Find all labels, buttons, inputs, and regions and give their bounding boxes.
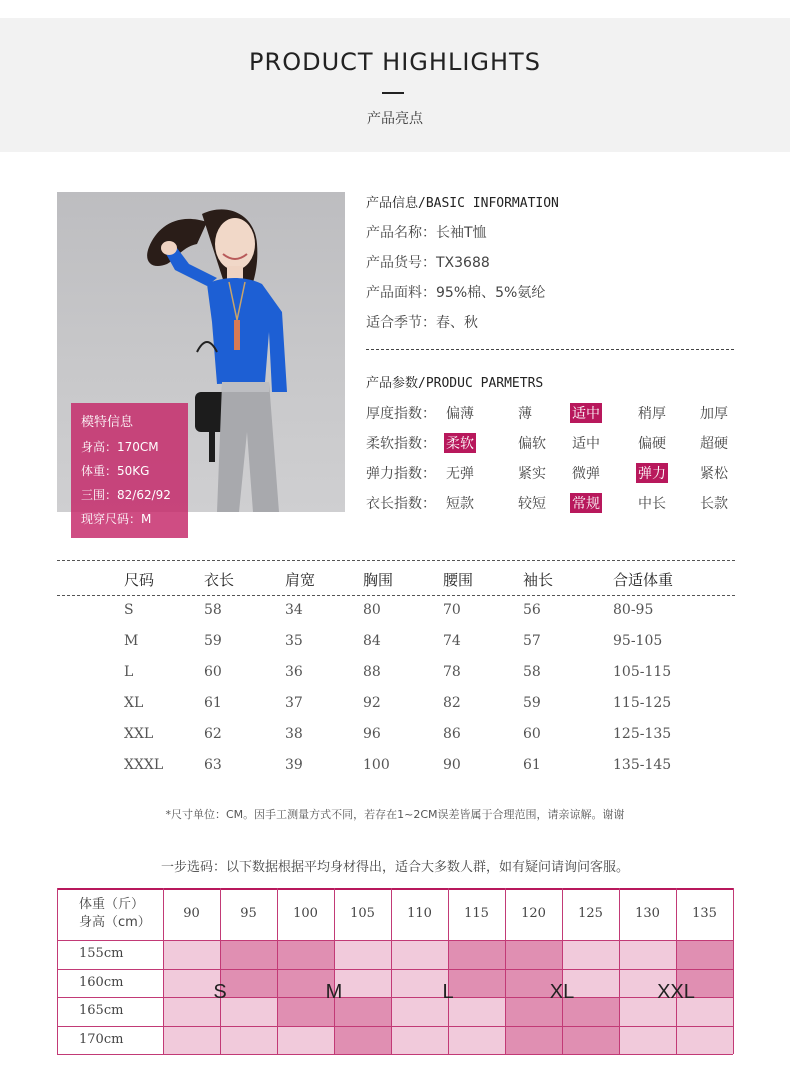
table-cell: 37 xyxy=(285,695,303,711)
param-label: 衣长指数： xyxy=(366,496,436,512)
table-cell: 95-105 xyxy=(613,633,663,649)
title-divider xyxy=(382,92,404,94)
param-option: 薄 xyxy=(518,406,532,422)
table-cell: 59 xyxy=(523,695,541,711)
param-option: 微弹 xyxy=(572,466,600,482)
param-row xyxy=(366,492,736,514)
table-cell: 39 xyxy=(285,757,303,773)
table-cell: 63 xyxy=(204,757,222,773)
model-measurements: 三围：82/62/92 xyxy=(81,488,171,502)
table-cell: 135-145 xyxy=(613,757,672,773)
param-option: 短款 xyxy=(446,496,474,512)
table-cell: 61 xyxy=(204,695,222,711)
grid-cell xyxy=(505,940,562,969)
grid-row-line xyxy=(57,1026,733,1027)
param-option: 偏薄 xyxy=(446,406,474,422)
param-option: 偏软 xyxy=(518,436,546,452)
param-option: 长款 xyxy=(700,496,728,512)
grid-cell xyxy=(334,940,391,969)
table-header-cell: 合适体重 xyxy=(613,571,674,589)
param-row xyxy=(366,462,736,484)
grid-weight-label: 115 xyxy=(464,906,489,921)
param-option: 适中 xyxy=(572,436,600,452)
size-guide-text: 一步选码：以下数据根据平均身材得出，适合大多数人群，如有疑问请询问客服。 xyxy=(160,860,629,875)
grid-corner-weight: 体重（斤） xyxy=(79,897,145,912)
table-cell: 84 xyxy=(363,633,381,649)
grid-cell xyxy=(220,1026,277,1055)
grid-row-line xyxy=(57,940,733,941)
table-cell: 82 xyxy=(443,695,461,711)
grid-cell xyxy=(163,1026,220,1055)
table-cell: 59 xyxy=(204,633,222,649)
params-heading: 产品参数/PRODUC PARMETRS xyxy=(366,376,544,391)
grid-height-label: 170cm xyxy=(79,1031,124,1047)
grid-weight-label: 130 xyxy=(635,906,660,921)
product-code: 产品货号：TX3688 xyxy=(366,255,490,271)
grid-size-label: M xyxy=(325,980,343,1003)
param-option-selected: 适中 xyxy=(570,403,602,423)
product-fabric: 产品面料：95%棉、5%氨纶 xyxy=(366,285,546,301)
model-size: 现穿尺码：M xyxy=(81,512,152,526)
grid-cell xyxy=(391,940,448,969)
table-cell: 60 xyxy=(523,726,541,742)
grid-height-label: 155cm xyxy=(79,946,124,961)
param-option-selected: 常规 xyxy=(570,493,602,513)
product-season: 适合季节：春、秋 xyxy=(366,315,478,331)
table-cell: 56 xyxy=(523,602,541,618)
page-subtitle: 产品亮点 xyxy=(367,111,423,127)
product-name: 产品名称：长袖T恤 xyxy=(366,225,487,241)
grid-height-label: 165cm xyxy=(79,1003,124,1018)
table-header-cell: 衣长 xyxy=(204,571,235,589)
grid-size-label: XXL xyxy=(657,980,695,1003)
table-cell: XXL xyxy=(124,726,154,742)
table-cell: 74 xyxy=(443,633,461,649)
grid-column-line xyxy=(57,888,58,1054)
param-option: 超硬 xyxy=(700,436,728,452)
table-cell: 105-115 xyxy=(613,664,672,680)
table-header-cell: 胸围 xyxy=(363,571,394,589)
table-cell: 78 xyxy=(443,664,461,680)
param-option-selected: 柔软 xyxy=(444,433,476,453)
grid-cell xyxy=(676,1026,733,1055)
table-cell: L xyxy=(124,664,134,680)
grid-corner-height: 身高（cm） xyxy=(79,915,151,930)
model-height: 身高：170CM xyxy=(81,440,159,454)
grid-cell xyxy=(334,1026,391,1055)
grid-cell xyxy=(163,940,220,969)
table-header-rule xyxy=(57,595,735,596)
table-cell: 92 xyxy=(363,695,381,711)
param-option: 中长 xyxy=(638,496,666,512)
grid-weight-label: 125 xyxy=(578,906,603,921)
grid-weight-label: 100 xyxy=(293,906,318,921)
grid-cell xyxy=(619,940,676,969)
grid-cell xyxy=(448,940,505,969)
table-cell: XL xyxy=(124,695,144,711)
grid-cell xyxy=(562,940,619,969)
size-grid xyxy=(57,888,733,1054)
table-header-cell: 袖长 xyxy=(523,571,554,589)
table-cell: 80 xyxy=(363,602,381,618)
table-cell: 80-95 xyxy=(613,602,654,618)
table-header-cell: 尺码 xyxy=(124,571,155,589)
table-cell: 115-125 xyxy=(613,695,672,711)
header-band xyxy=(0,18,790,152)
table-cell: 35 xyxy=(285,633,303,649)
grid-cell xyxy=(619,1026,676,1055)
grid-size-label: L xyxy=(442,980,454,1003)
param-option: 加厚 xyxy=(700,406,728,422)
param-option: 稍厚 xyxy=(638,406,666,422)
table-cell: 58 xyxy=(523,664,541,680)
model-info-card xyxy=(71,403,188,538)
grid-weight-label: 135 xyxy=(692,906,717,921)
param-label: 弹力指数： xyxy=(366,466,436,482)
table-cell: 88 xyxy=(363,664,381,680)
grid-weight-label: 90 xyxy=(183,906,200,921)
info-divider xyxy=(366,349,734,350)
param-option: 较短 xyxy=(518,496,546,512)
info-heading: 产品信息/BASIC INFORMATION xyxy=(366,196,559,211)
grid-cell xyxy=(505,1026,562,1055)
table-cell: 90 xyxy=(443,757,461,773)
table-cell: M xyxy=(124,633,139,649)
grid-top-border xyxy=(57,888,733,890)
param-option: 偏硬 xyxy=(638,436,666,452)
grid-cell xyxy=(562,1026,619,1055)
table-cell: 60 xyxy=(204,664,222,680)
grid-corner-label xyxy=(79,896,151,932)
measurement-note: *尺寸单位：CM。因手工测量方式不同，若存在1~2CM误差皆属于合理范围，请亲谅解。谢谢 xyxy=(165,808,625,821)
table-top-rule xyxy=(57,560,735,561)
grid-weight-label: 110 xyxy=(407,906,432,921)
table-cell: 70 xyxy=(443,602,461,618)
table-cell: 100 xyxy=(363,757,390,773)
table-header-cell: 腰围 xyxy=(443,571,474,589)
table-cell: 36 xyxy=(285,664,303,680)
param-row xyxy=(366,432,736,454)
table-header-cell: 肩宽 xyxy=(285,571,316,589)
grid-cell xyxy=(391,1026,448,1055)
table-cell: S xyxy=(124,602,134,618)
grid-row-line xyxy=(57,969,733,970)
param-row xyxy=(366,402,736,424)
param-option: 紧松 xyxy=(700,466,728,482)
model-info-title: 模特信息 xyxy=(81,415,134,430)
grid-row-line xyxy=(57,1054,733,1055)
grid-size-label: XL xyxy=(549,980,575,1003)
grid-size-label: S xyxy=(213,980,227,1003)
grid-weight-label: 95 xyxy=(240,906,257,921)
grid-column-line xyxy=(733,888,734,1054)
table-cell: 58 xyxy=(204,602,222,618)
table-cell: 61 xyxy=(523,757,541,773)
table-cell: XXXL xyxy=(124,757,164,773)
param-label: 柔软指数： xyxy=(366,436,436,452)
model-weight: 体重：50KG xyxy=(81,464,150,478)
table-cell: 34 xyxy=(285,602,303,618)
grid-height-label: 160cm xyxy=(79,974,124,990)
table-cell: 38 xyxy=(285,726,303,742)
table-cell: 57 xyxy=(523,633,541,649)
grid-cell xyxy=(277,1026,334,1055)
param-option-selected: 弹力 xyxy=(636,463,668,483)
grid-weight-label: 120 xyxy=(521,906,546,921)
param-option: 紧实 xyxy=(518,466,546,482)
page-title: PRODUCT HIGHLIGHTS xyxy=(249,48,541,76)
table-cell: 86 xyxy=(443,726,461,742)
table-cell: 125-135 xyxy=(613,726,672,742)
grid-row-line xyxy=(57,997,733,998)
grid-cell xyxy=(676,940,733,969)
grid-cell xyxy=(277,940,334,969)
param-option: 无弹 xyxy=(446,466,474,482)
grid-weight-label: 105 xyxy=(350,906,375,921)
table-cell: 62 xyxy=(204,726,222,742)
grid-cell xyxy=(220,940,277,969)
table-cell: 96 xyxy=(363,726,381,742)
grid-cell xyxy=(448,1026,505,1055)
param-label: 厚度指数： xyxy=(366,406,436,422)
